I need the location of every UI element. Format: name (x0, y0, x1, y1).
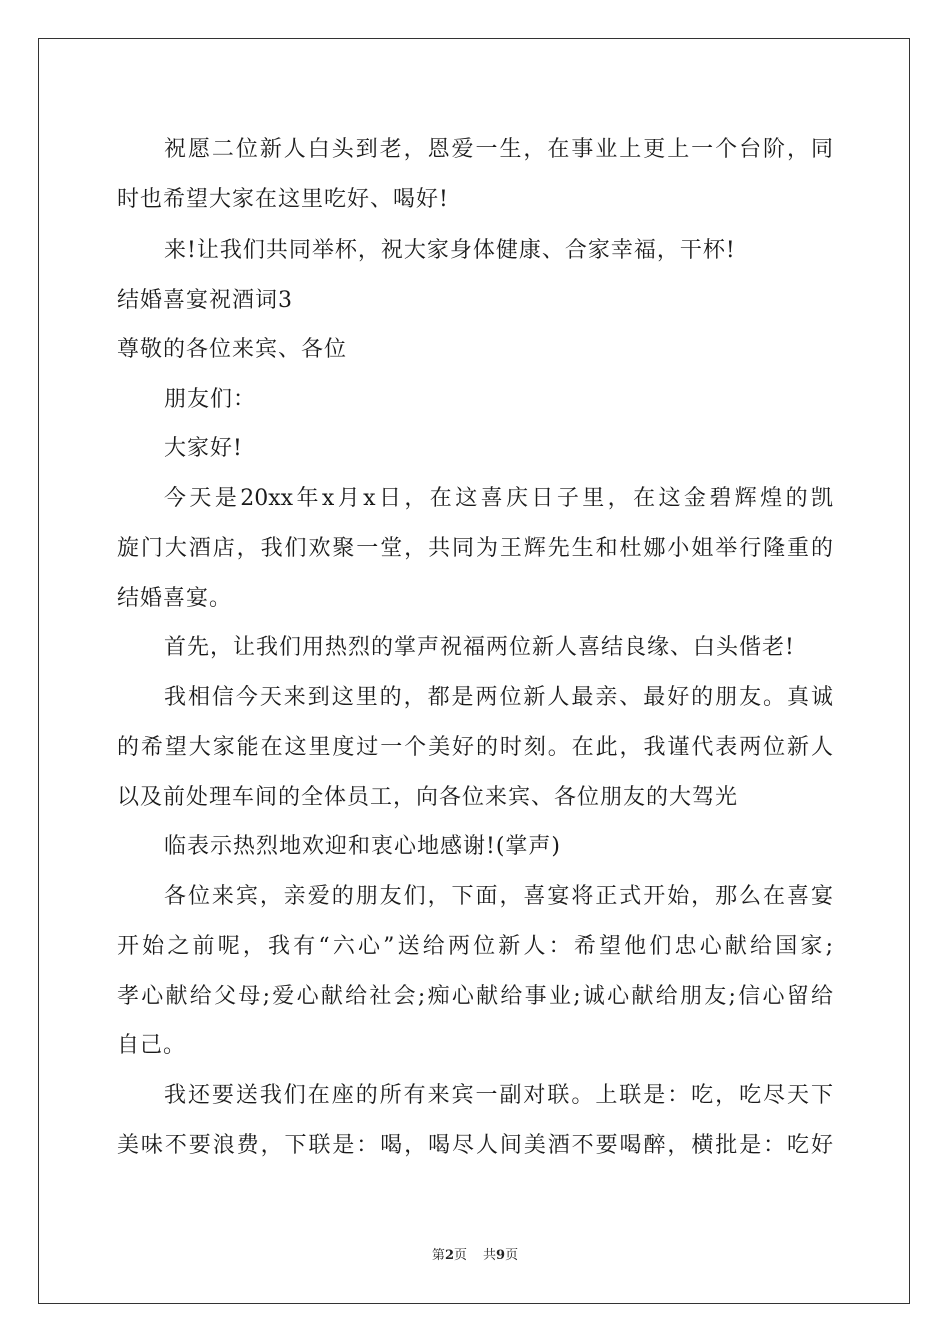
page-footer (0, 1246, 950, 1266)
salutation-line: 朋友们： (164, 387, 257, 412)
paragraph-line: 美味不要浪费，下联是：喝，喝尽人间美酒不要喝醉，横批是：吃好 (117, 1133, 833, 1158)
paragraph-line: 孝心献给父母;爱心献给社会;痴心献给事业;诚心献给朋友;信心留给 (117, 984, 833, 1009)
paragraph-line: 今天是20xx年x月x日，在这喜庆日子里，在这金碧辉煌的凯 (164, 486, 833, 511)
paragraph-line: 我相信今天来到这里的，都是两位新人最亲、最好的朋友。真诚 (164, 685, 833, 710)
paragraph-line: 旋门大酒店，我们欢聚一堂，共同为王辉先生和杜娜小姐举行隆重的 (117, 536, 833, 561)
paragraph-line: 开始之前呢，我有“六心”送给两位新人：希望他们忠心献给国家; (117, 934, 833, 959)
paragraph-line: 以及前处理车间的全体员工，向各位来宾、各位朋友的大驾光 (117, 785, 739, 810)
greeting-line: 大家好! (164, 436, 243, 461)
total-page-number: 9 (496, 1248, 506, 1263)
paragraph-line: 各位来宾，亲爱的朋友们，下面，喜宴将正式开始，那么在喜宴 (164, 884, 833, 909)
page-border (38, 38, 910, 1304)
total-label-prefix: 共 (483, 1248, 497, 1263)
paragraph-line: 祝愿二位新人白头到老，恩爱一生，在事业上更上一个台阶，同 (164, 137, 833, 162)
paragraph-line: 来!让我们共同举杯，祝大家身体健康、合家幸福，干杯! (164, 238, 736, 263)
paragraph-line: 结婚喜宴。 (117, 586, 233, 611)
paragraph-line: 临表示热烈地欢迎和衷心地感谢!(掌声) (164, 834, 562, 859)
current-page-number: 2 (444, 1248, 454, 1263)
paragraph-line: 的希望大家能在这里度过一个美好的时刻。在此，我谨代表两位新人 (117, 735, 833, 760)
paragraph-line: 时也希望大家在这里吃好、喝好! (117, 187, 449, 212)
section-heading: 结婚喜宴祝酒词3 (117, 288, 293, 313)
page-label-prefix: 第 (431, 1248, 445, 1263)
total-label-suffix: 页 (505, 1248, 519, 1263)
paragraph-line: 自己。 (117, 1033, 187, 1058)
page-label-suffix: 页 (453, 1248, 467, 1263)
paragraph-line: 首先，让我们用热烈的掌声祝福两位新人喜结良缘、白头偕老! (164, 635, 795, 660)
salutation-line: 尊敬的各位来宾、各位 (117, 337, 348, 362)
paragraph-line: 我还要送我们在座的所有来宾一副对联。上联是：吃，吃尽天下 (164, 1083, 833, 1108)
